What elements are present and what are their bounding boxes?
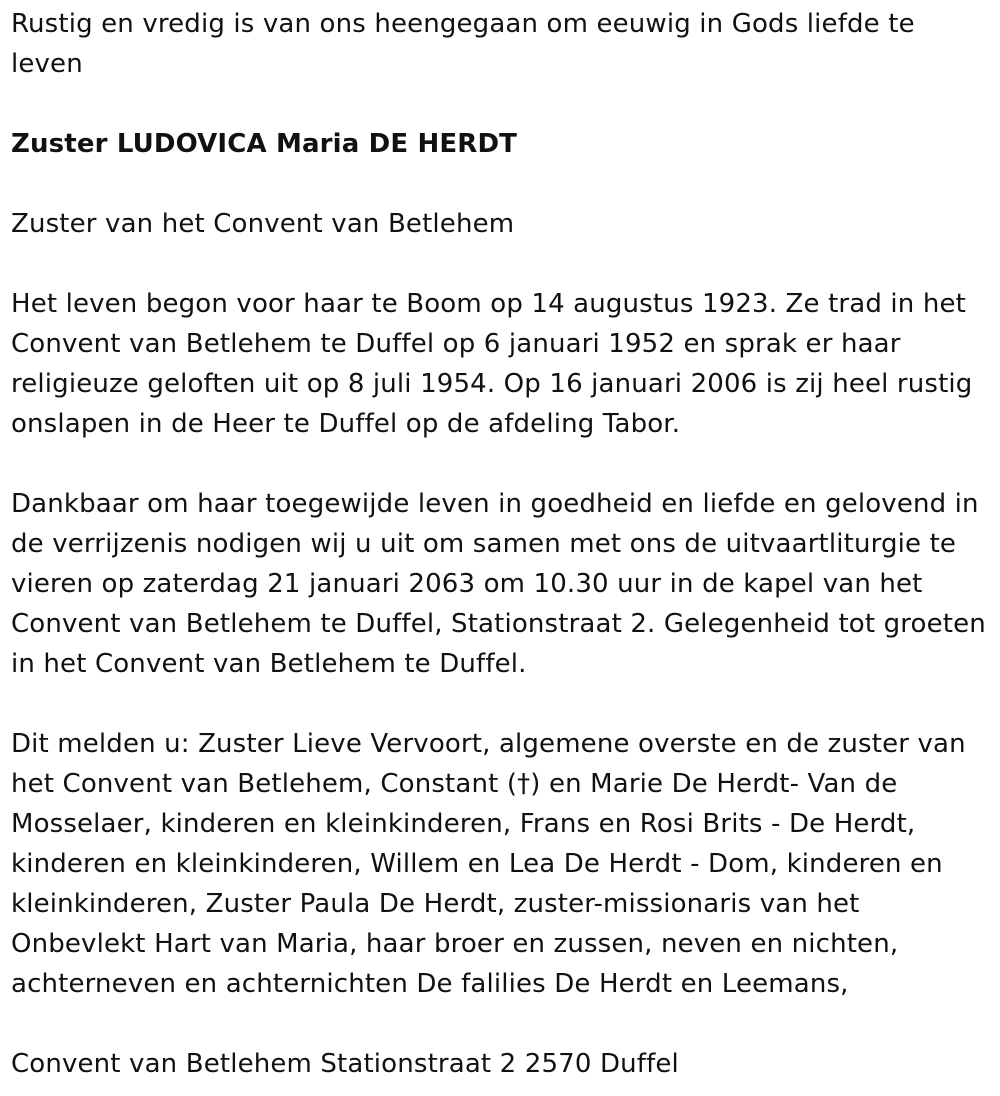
intro-text: Rustig en vredig is van ons heengegaan om eeuwig in Gods liefde te leven (11, 9, 915, 79)
deceased-name: Zuster LUDOVICA Maria DE HERDT (11, 129, 518, 159)
biography-paragraph: Het leven begon voor haar te Boom op 14 augustus 1923. Ze trad in het Convent van Betlehem te Duffel op 6 januari 1952 en sprak er haar religieuze geloften uit op 8 juli 1954. Op 16 januari 2006 is zij heel rustig onslapen in de Heer te Duffel op de afdeling Tabor. (11, 289, 973, 439)
address-line: Convent van Betlehem Stationstraat 2 2570 Duffel (11, 1049, 679, 1079)
role-text: Zuster van het Convent van Betlehem (11, 209, 515, 239)
funeral-invitation-paragraph: Dankbaar om haar toegewijde leven in goedheid en liefde en gelovend in de verrijzenis nodigen wij u uit om samen met ons de uitvaartliturgie te vieren op zaterdag 21 januari 2063 om 10.30 uur in de kapel van het Convent van Betlehem te Duffel, Stationstraat 2. Gelegenheid tot groeten in het Convent van Betlehem te Duffel. (11, 489, 986, 679)
announcers-paragraph: Dit melden u: Zuster Lieve Vervoort, algemene overste en de zuster van het Convent van Betlehem, Constant (†) en Marie De Herdt- Van de Mosselaer, kinderen en kleinkinderen, Frans en Rosi Brits - De Herdt, kinderen en kleinkinderen, Willem en Lea De Herdt - Dom, kinderen en kleinkinderen, Zuster Paula De Herdt, zuster-missionaris van het Onbevlekt Hart van Maria, haar broer en zussen, neven en nichten, achterneven en achternichten De falilies De Herdt en Leemans, (11, 729, 966, 999)
death-notice (11, 4, 991, 1084)
